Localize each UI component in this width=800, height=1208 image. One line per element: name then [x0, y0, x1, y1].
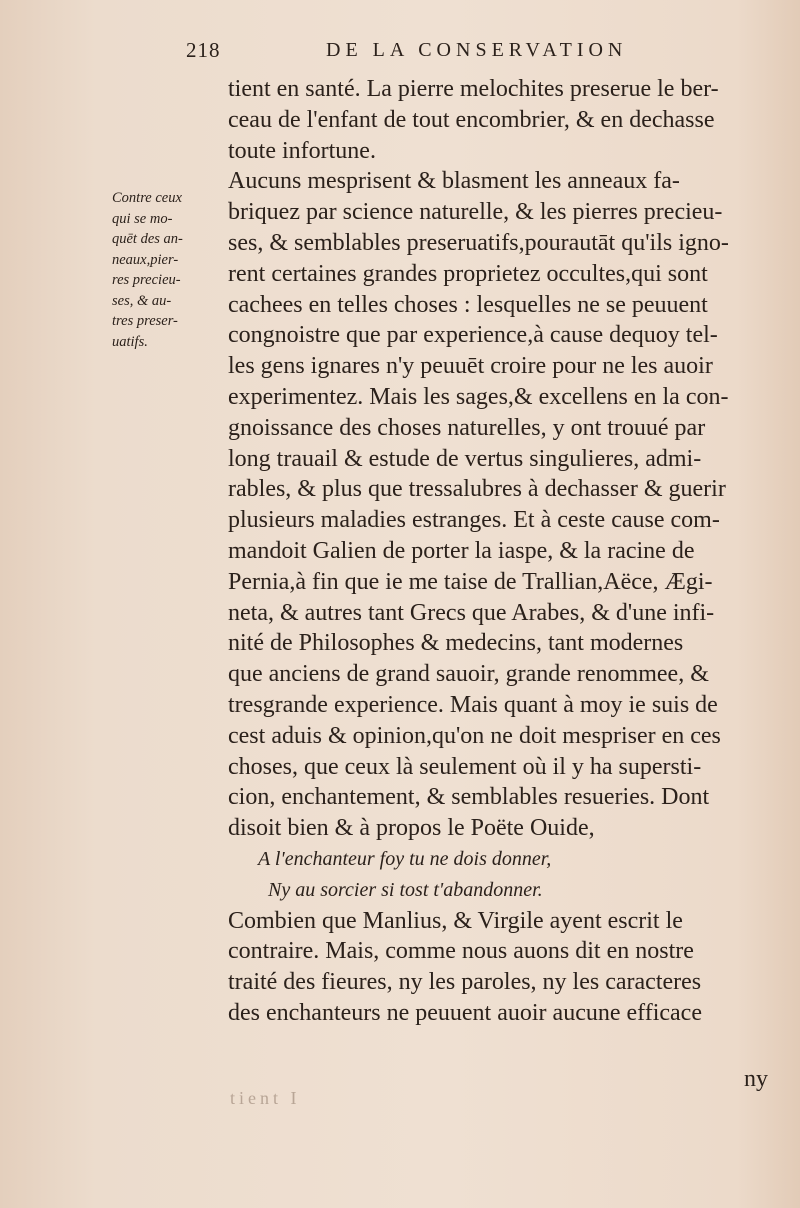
- text-line: plusieurs maladies estranges. Et à ceste cause com-: [228, 507, 720, 534]
- margin-note-line: Contre ceux: [112, 190, 182, 206]
- page-header: [186, 38, 746, 68]
- text-line: toute infortune.: [228, 137, 376, 164]
- text-line: choses, que ceux là seulement où il y ha supersti-: [228, 753, 702, 780]
- text-line: mandoit Galien de porter la iaspe, & la racine de: [228, 537, 695, 564]
- margin-note-line: ses, & au-: [112, 292, 172, 309]
- text-line: experimentez. Mais les sages,& excellens en la con-: [228, 383, 729, 410]
- margin-note-line: res precieu-: [112, 272, 181, 288]
- text-line: long trauail & estude de vertus singulieres, admi-: [228, 445, 702, 472]
- text-line: Combien que Manlius, & Virgile ayent escrit le: [228, 907, 683, 934]
- text-line: cion, enchantement, & semblables resueries. Dont: [228, 784, 710, 811]
- text-line: ses, & semblables preseruatifs,pourautāt qu'ils igno-: [228, 229, 729, 256]
- text-line: les gens ignares n'y peuuēt croire pour ne les auoir: [228, 353, 713, 380]
- text-line: Aucuns mesprisent & blasment les anneaux fa-: [228, 168, 680, 195]
- text-line: gnoissance des choses naturelles, y ont trouué par: [228, 414, 706, 441]
- text-line: rables, & plus que tressalubres à dechasser & guerir: [228, 476, 726, 503]
- text-line: congnoistre que par experience,à cause dequoy tel-: [228, 322, 718, 349]
- verse-line: Ny au sorcier si tost t'abandonner.: [268, 878, 543, 901]
- text-line: contraire. Mais, comme nous auons dit en nostre: [228, 938, 694, 965]
- text-line: traité des fieures, ny les paroles, ny les caracteres: [228, 969, 702, 996]
- text-line: tresgrande experience. Mais quant à moy ie suis de: [228, 691, 718, 718]
- text-line: des enchanteurs ne peuuent auoir aucune efficace: [228, 999, 702, 1026]
- text-line: disoit bien & à propos le Poëte Ouide,: [228, 815, 595, 842]
- running-title: DE LA CONSERVATION: [326, 39, 628, 61]
- text-line: rent certaines grandes proprietez occultes,qui sont: [228, 260, 708, 287]
- text-line: ceau de l'enfant de tout encombrier, & en dechasse: [228, 106, 715, 133]
- text-line: briquez par science naturelle, & les pierres precieu-: [228, 199, 723, 226]
- bleed-through-text: tient I: [230, 1088, 301, 1108]
- text-line: nité de Philosophes & medecins, tant modernes: [228, 630, 684, 657]
- text-line: neta, & autres tant Grecs que Arabes, & d'une infi-: [228, 599, 715, 626]
- catchword: ny: [744, 1066, 768, 1092]
- margin-note-line: tres preser-: [112, 313, 178, 329]
- margin-note-line: qui se mo-: [112, 210, 173, 227]
- margin-note-line: uatifs.: [112, 333, 148, 350]
- page-number: 218: [186, 38, 221, 62]
- text-line: Pernia,à fin que ie me taise de Trallian,Aëce, Ægi-: [228, 568, 713, 595]
- text-line: cest aduis & opinion,qu'on ne doit mespriser en ces: [228, 722, 721, 749]
- margin-note-line: quēt des an-: [112, 231, 183, 247]
- body-text: [228, 74, 768, 1029]
- text-line: cachees en telles choses : lesquelles ne se peuuent: [228, 291, 708, 318]
- marginal-note: [112, 188, 224, 352]
- text-line: que anciens de grand sauoir, grande renommee, &: [228, 661, 709, 688]
- margin-note-line: neaux,pier-: [112, 251, 179, 268]
- text-line: tient en santé. La pierre melochites preserue le ber-: [228, 76, 719, 102]
- verse-line: A l'enchanteur foy tu ne dois donner,: [258, 847, 552, 870]
